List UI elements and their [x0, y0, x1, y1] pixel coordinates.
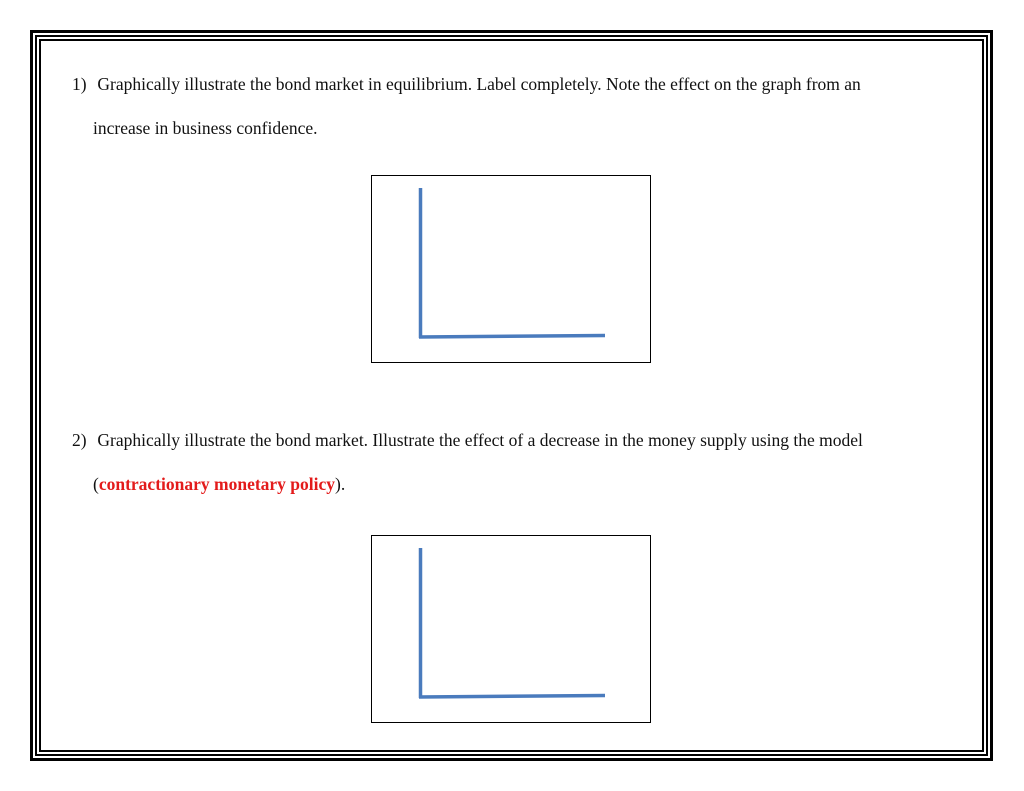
question-1-line-1	[72, 74, 861, 94]
question-1-line-2: increase in business confidence.	[93, 118, 318, 138]
question-2-line-1	[72, 430, 863, 450]
graph-1-x-axis	[419, 336, 605, 338]
open-paren: (	[93, 474, 99, 494]
graph-2-x-axis	[419, 696, 605, 698]
graph-1-answer-box	[371, 175, 651, 363]
close-paren: ).	[335, 474, 346, 494]
graph-1-axes	[372, 176, 652, 364]
question-2-number: 2)	[72, 430, 87, 450]
highlight-contractionary-monetary-policy: contractionary monetary policy	[98, 474, 336, 494]
question-1-number: 1)	[72, 74, 87, 94]
graph-2-answer-box	[371, 535, 651, 723]
graph-2-axes	[372, 536, 652, 724]
question-1-text-line-1: Graphically illustrate the bond market in equilibrium. Label completely. Note the effect on the graph from an	[97, 74, 861, 94]
question-2-text-line-1: Graphically illustrate the bond market. Illustrate the effect of a decrease in the money supply using the model	[97, 430, 863, 450]
question-2-line-2	[93, 474, 345, 494]
